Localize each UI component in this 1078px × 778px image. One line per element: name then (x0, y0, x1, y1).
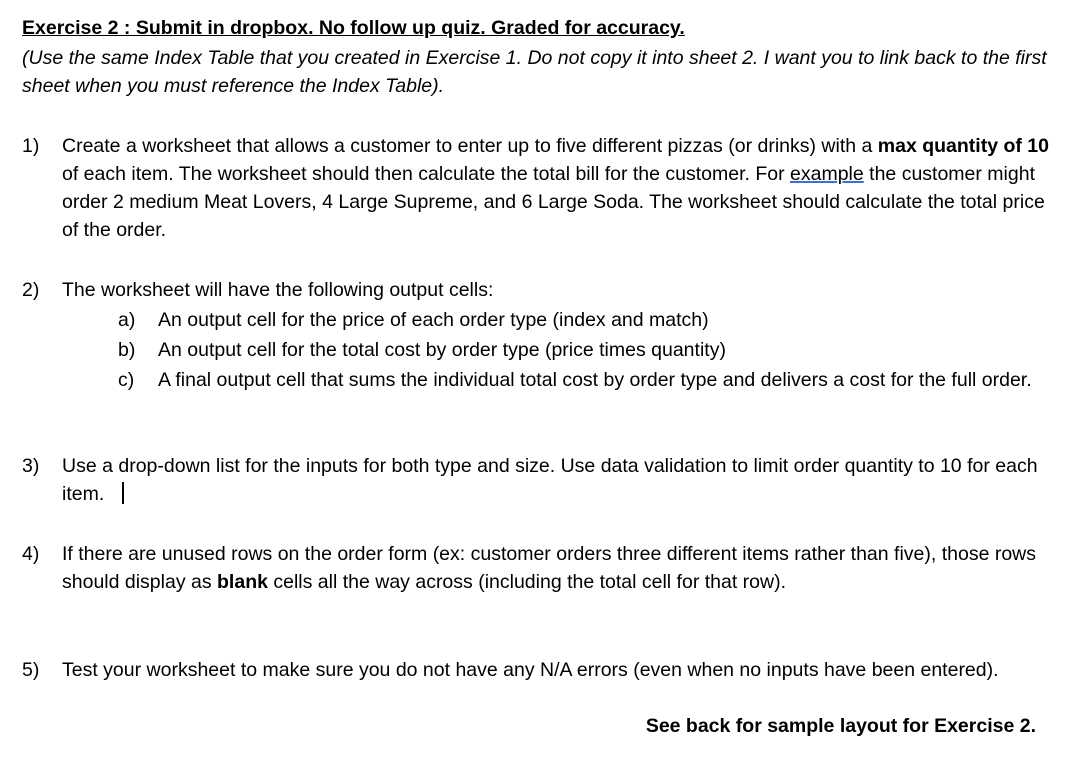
item-bold-text: blank (217, 571, 268, 593)
list-item-3 (22, 452, 1052, 508)
sub-item-text: An output cell for the total cost by order type (price times quantity) (158, 339, 726, 361)
item-bold-text: max quantity of 10 (877, 135, 1049, 157)
sub-item-letter: c) (118, 369, 135, 391)
item-text-part: If there are unused rows on the order form (ex: customer orders three different items rather than five), those rows should display as (62, 543, 1037, 593)
footer-note: See back for sample layout for Exercise 2. (645, 715, 1036, 737)
exercise-subtitle: (Use the same Index Table that you created in Exercise 1. Do not copy it into sheet 2. I want you to link back to the first sheet when you must reference the Index Table). (22, 47, 1047, 97)
exercise-title: Exercise 2 : Submit in dropbox. No follow up quiz. Graded for accuracy. (22, 17, 685, 39)
sub-item-b (118, 336, 1038, 364)
item-number: 1) (22, 135, 40, 157)
text-cursor (122, 482, 124, 504)
item-text-part: Create a worksheet that allows a customer to enter up to five different pizzas (or drinks) with a (62, 135, 878, 157)
item-text: Test your worksheet to make sure you do not have any N/A errors (even when no inputs have been entered). (62, 659, 999, 681)
item-number: 2) (22, 279, 40, 301)
list-item-4 (22, 540, 1052, 596)
list-item-5 (22, 656, 1052, 684)
item-text-part: Use a drop-down list for the inputs for both type and size. Use data validation to limit order quantity to 10 for each item. (62, 455, 1038, 505)
item-number: 5) (22, 659, 40, 681)
item-text-part: the customer might order 2 medium Meat Lovers, 4 Large Supreme, and 6 Large Soda. The worksheet should calculate the total price of the order. (62, 163, 1045, 241)
sub-item-c (118, 366, 1038, 394)
item-number: 3) (22, 455, 40, 477)
item-text (62, 452, 1052, 508)
list-item-2 (22, 276, 1052, 304)
item-text: The worksheet will have the following output cells: (62, 279, 494, 301)
sub-item-text: A final output cell that sums the individual total cost by order type and delivers a cost for the full order. (158, 369, 1032, 391)
item-text-part: cells all the way across (including the total cell for that row). (267, 571, 787, 593)
sub-item-a (118, 306, 1038, 334)
item-underlined-word: example (790, 163, 864, 185)
sub-item-text: An output cell for the price of each order type (index and match) (158, 309, 709, 331)
item-text-part: of each item. The worksheet should then calculate the total bill for the customer. For (62, 163, 791, 185)
item-text (62, 132, 1052, 244)
item-number: 4) (22, 543, 40, 565)
sub-item-letter: b) (118, 339, 136, 361)
list-item-1 (22, 132, 1052, 244)
sub-item-letter: a) (118, 309, 136, 331)
item-text (62, 540, 1052, 596)
